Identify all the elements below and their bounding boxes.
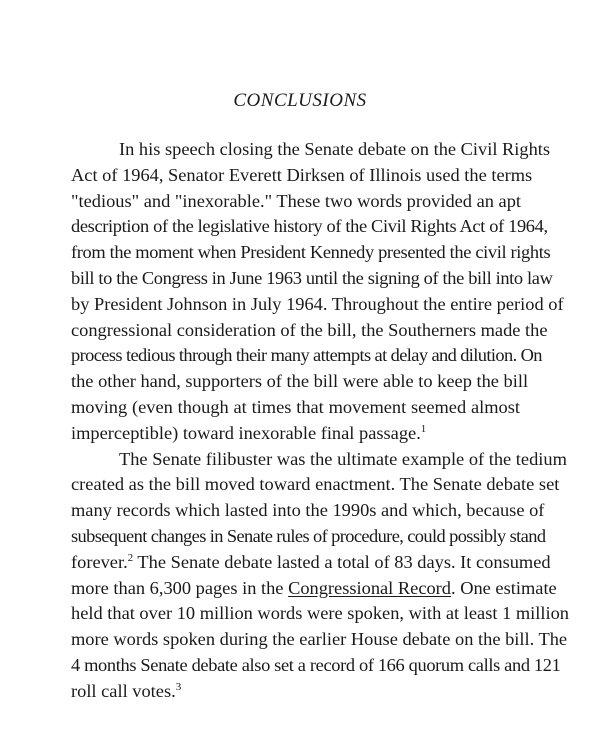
footnote-marker-1: 1 [420, 422, 427, 435]
paragraph-1-line: In his speech closing the Senate debate on the Civil Rights [119, 139, 551, 159]
paragraph-1-line: "tedious" and "inexorable." These two words provided an apt [71, 190, 522, 211]
section-heading: CONCLUSIONS [233, 90, 367, 111]
paragraph-2-line: subsequent changes in Senate rules of procedure, could possibly stand [71, 525, 546, 546]
paragraph-2-text: . One estimate [451, 577, 557, 598]
body-text [71, 137, 569, 705]
paragraph-2-line: many records which lasted into the 1990s and which, because of [71, 500, 545, 521]
paragraph-2-line: held that over 10 million words were spoken, with at least 1 million [71, 603, 569, 624]
footnote-marker-2: 2 [127, 551, 134, 564]
paragraph-2-text: roll call votes. [71, 680, 176, 701]
paragraph-1-line: description of the legislative history of the Civil Rights Act of 1964, [71, 216, 548, 237]
paragraph-1-line: process tedious through their many attempts at delay and dilution. On [71, 345, 542, 366]
footnote-marker-3: 3 [175, 680, 182, 693]
paragraph-2-line: 4 months Senate debate also set a record of 166 quorum calls and 121 [71, 654, 561, 675]
paragraph-2-line: created as the bill moved toward enactment. The Senate debate set [71, 474, 560, 495]
paragraph-2-text: forever. [71, 551, 128, 572]
paragraph-1-line: moving (even though at times that movement seemed almost [71, 396, 520, 417]
paragraph-1-text: imperceptible) toward inexorable final passage. [71, 422, 421, 443]
paragraph-2-line-last [71, 679, 520, 705]
paragraph-2-line: more words spoken during the earlier House debate on the bill. The [71, 629, 568, 650]
paragraph-1-line: Act of 1964, Senator Everett Dirksen of Illinois used the terms [71, 164, 533, 185]
congressional-record-citation: Congressional Record [288, 577, 451, 598]
paragraph-1-line: bill to the Congress in June 1963 until the signing of the bill into law [71, 267, 553, 288]
paragraph-1-line: from the moment when President Kennedy presented the civil rights [71, 242, 551, 263]
paragraph-2-line-with-footnote [71, 550, 551, 576]
paragraph-1-line: congressional consideration of the bill, the Southerners made the [71, 319, 548, 340]
paragraph-2-line: The Senate filibuster was the ultimate example of the tedium [119, 448, 567, 469]
paragraph-1-line: the other hand, supporters of the bill were able to keep the bill [71, 371, 529, 392]
paragraph-2-line-with-citation [71, 576, 557, 602]
paragraph-2-text: The Senate debate lasted a total of 83 days. It consumed [133, 551, 551, 572]
paragraph-1-line: by President Johnson in July 1964. Throughout the entire period of [71, 293, 564, 314]
paragraph-1-line-last [71, 421, 520, 447]
paragraph-2-text: more than 6,300 pages in the [71, 577, 289, 598]
